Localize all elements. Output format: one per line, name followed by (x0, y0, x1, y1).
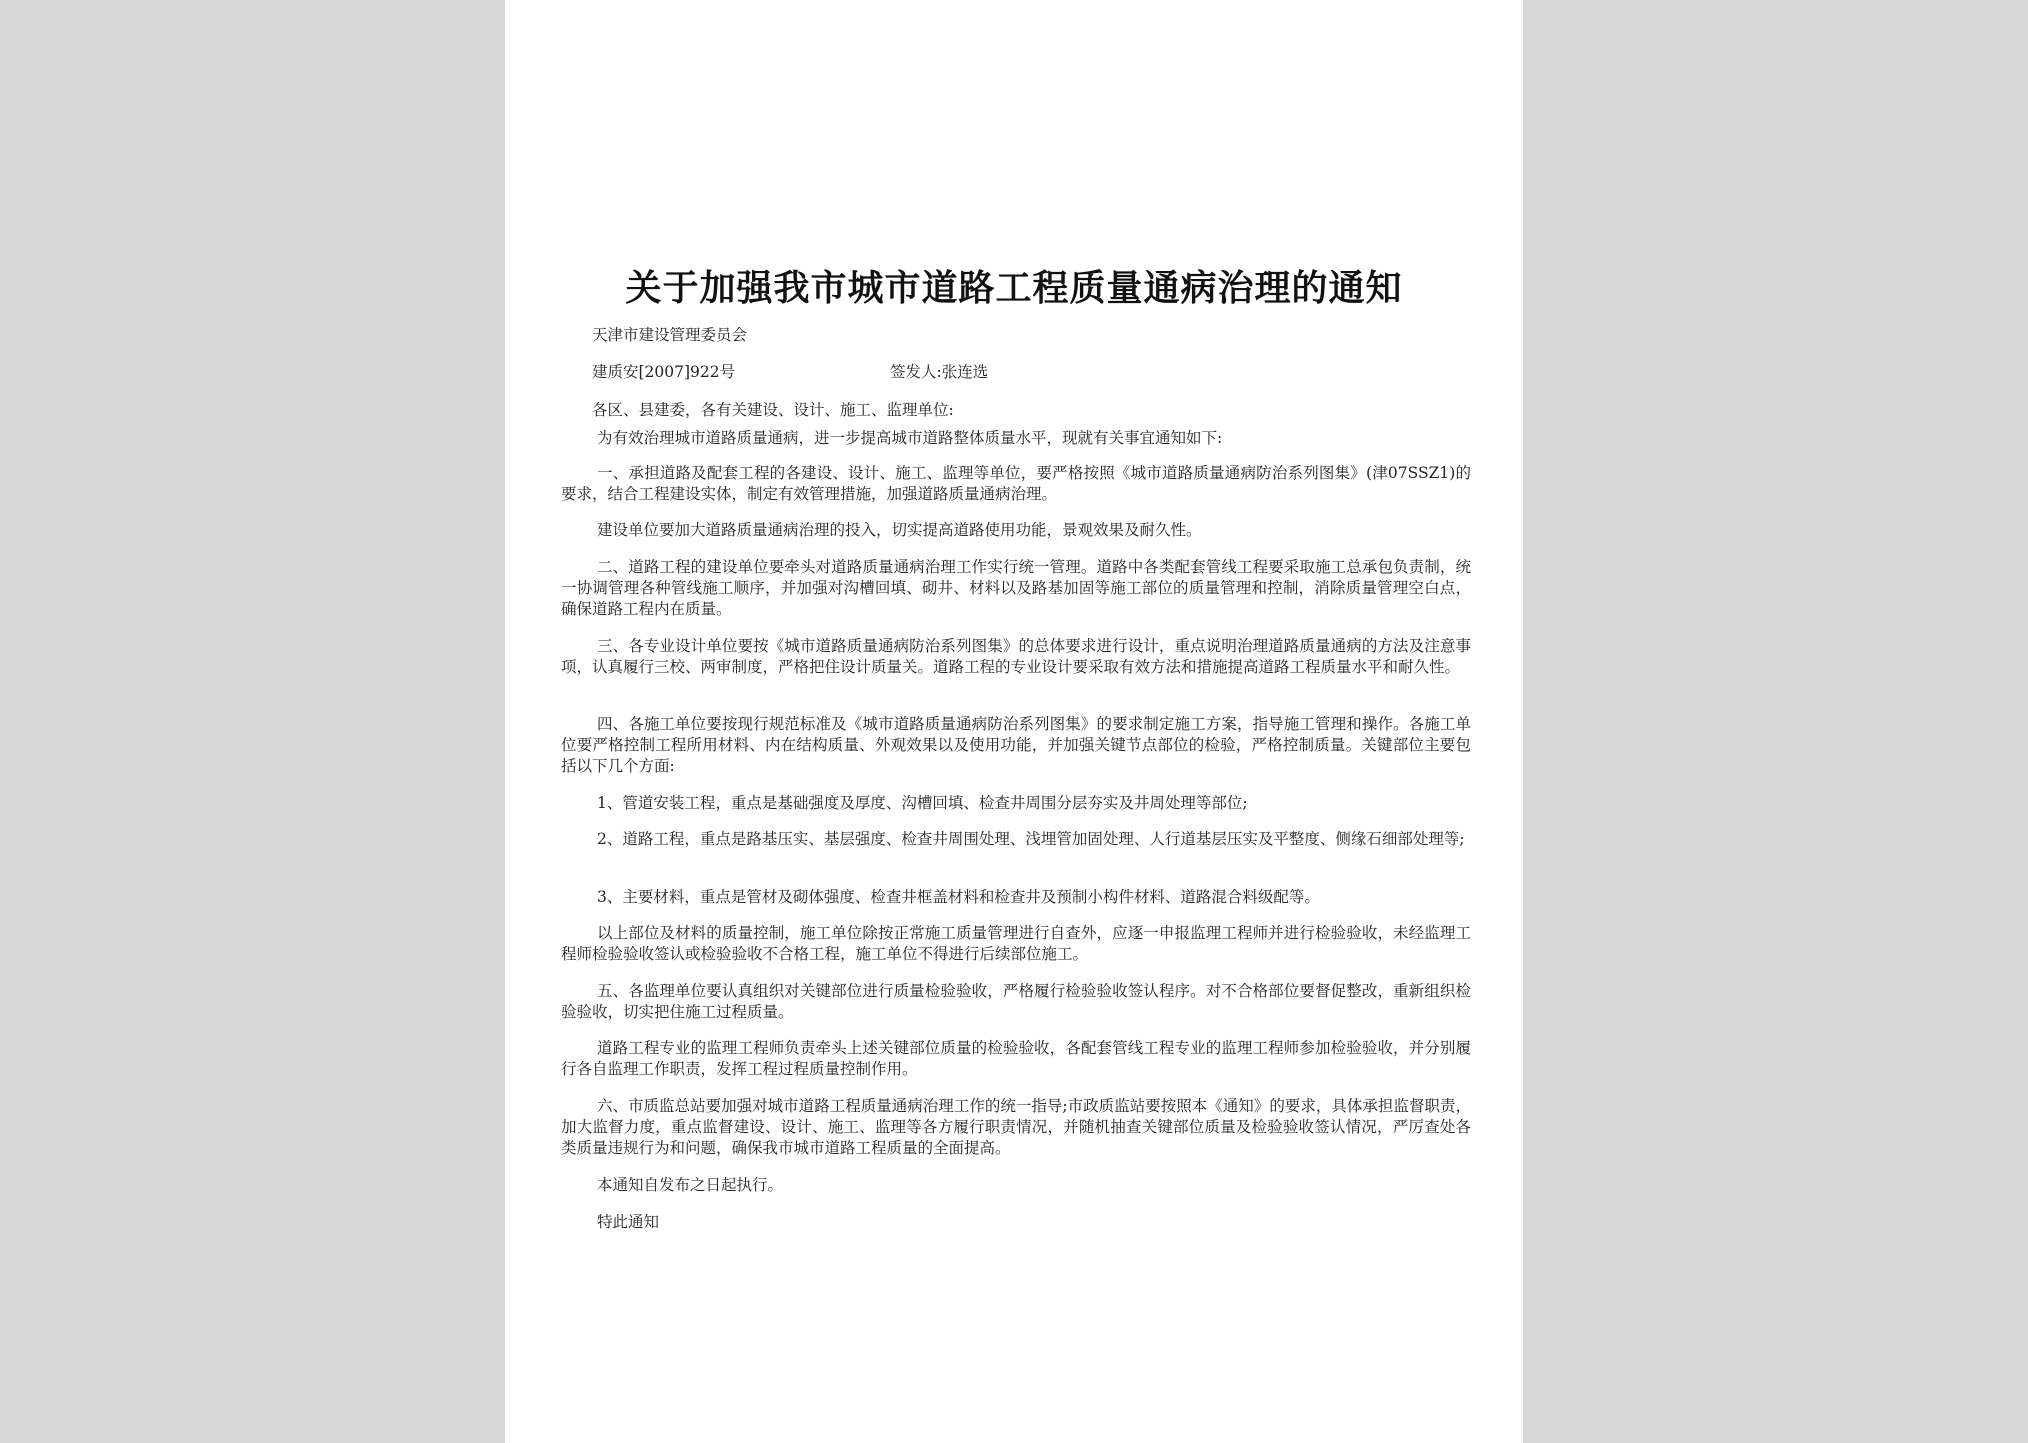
paragraph-1b: 建设单位要加大道路质量通病治理的投入，切实提高道路使用功能，景观效果及耐久性。 (597, 521, 1202, 539)
paragraph-4-item-1: 1、管道安装工程，重点是基础强度及厚度、沟槽回填、检查井周围分层夯实及井周处理等部位; (597, 794, 1248, 812)
paragraph-4-item-2: 2、道路工程，重点是路基压实、基层强度、检查井周围处理、浅埋管加固处理、人行道基层压实及平整度、侧缘石细部处理等; (597, 830, 1465, 848)
paragraph-4-item-3: 3、主要材料，重点是管材及砌体强度、检查井框盖材料和检查井及预制小构件材料、道路混合料级配等。 (597, 888, 1320, 906)
paragraph-1: 一、承担道路及配套工程的各建设、设计、施工、监理等单位，要严格按照《城市道路质量通病防治系列图集》(津07SSZ1)的要求，结合工程建设实体，制定有效管理措施，加强道路质量通病治理。 (561, 464, 1471, 503)
salutation: 各区、县建委，各有关建设、设计、施工、监理单位: (592, 401, 954, 419)
paragraph-4: 四、各施工单位要按现行规范标准及《城市道路质量通病防治系列图集》的要求制定施工方案，指导施工管理和操作。各施工单位要严格控制工程所用材料、内在结构质量、外观效果以及使用功能，并加强关键节点部位的检验，严格控制质量。关键部位主要包括以下几个方面: (561, 715, 1471, 775)
issuer: 天津市建设管理委员会 (592, 326, 748, 344)
paragraph-3: 三、各专业设计单位要按《城市道路质量通病防治系列图集》的总体要求进行设计，重点说明治理道路质量通病的方法及注意事项，认真履行三校、两审制度，严格把住设计质量关。道路工程的专业设计要采取有效方法和措施提高道路工程质量水平和耐久性。 (561, 637, 1471, 676)
paragraph-closing: 本通知自发布之日起执行。 (597, 1176, 784, 1194)
paragraph-5: 五、各监理单位要认真组织对关键部位进行质量检验验收，严格履行检验验收签认程序。对不合格部位要督促整改，重新组织检验验收，切实把住施工过程质量。 (561, 982, 1471, 1021)
document-page (505, 0, 1523, 1443)
signer: 签发人:张连选 (890, 363, 989, 381)
paragraph-2: 二、道路工程的建设单位要牵头对道路质量通病治理工作实行统一管理。道路中各类配套管线工程要采取施工总承包负责制，统一协调管理各种管线施工顺序，并加强对沟槽回填、砌井、材料以及路基加固等施工部位的质量管理和控制，消除质量管理空白点，确保道路工程内在质量。 (561, 558, 1471, 618)
paragraph-sign-off: 特此通知 (597, 1213, 660, 1231)
doc-number: 建质安[2007]922号 (592, 363, 736, 381)
paragraph-6: 六、市质监总站要加强对城市道路工程质量通病治理工作的统一指导;市政质监站要按照本《通知》的要求，具体承担监督职责，加大监督力度，重点监督建设、设计、施工、监理等各方履行职责情况，并随机抽查关键部位质量及检验验收签认情况，严厉查处各类质量违规行为和问题，确保我市城市道路工程质量的全面提高。 (561, 1097, 1471, 1157)
paragraph-intro: 为有效治理城市道路质量通病，进一步提高城市道路整体质量水平，现就有关事宜通知如下: (597, 429, 1223, 447)
document-title: 关于加强我市城市道路工程质量通病治理的通知 (625, 268, 1403, 309)
paragraph-4b: 以上部位及材料的质量控制，施工单位除按正常施工质量管理进行自查外，应逐一申报监理工程师并进行检验验收，未经监理工程师检验验收签认或检验验收不合格工程，施工单位不得进行后续部位施工。 (561, 924, 1471, 963)
paragraph-5b: 道路工程专业的监理工程师负责牵头上述关键部位质量的检验验收，各配套管线工程专业的监理工程师参加检验验收，并分别履行各自监理工作职责，发挥工程过程质量控制作用。 (561, 1039, 1471, 1078)
